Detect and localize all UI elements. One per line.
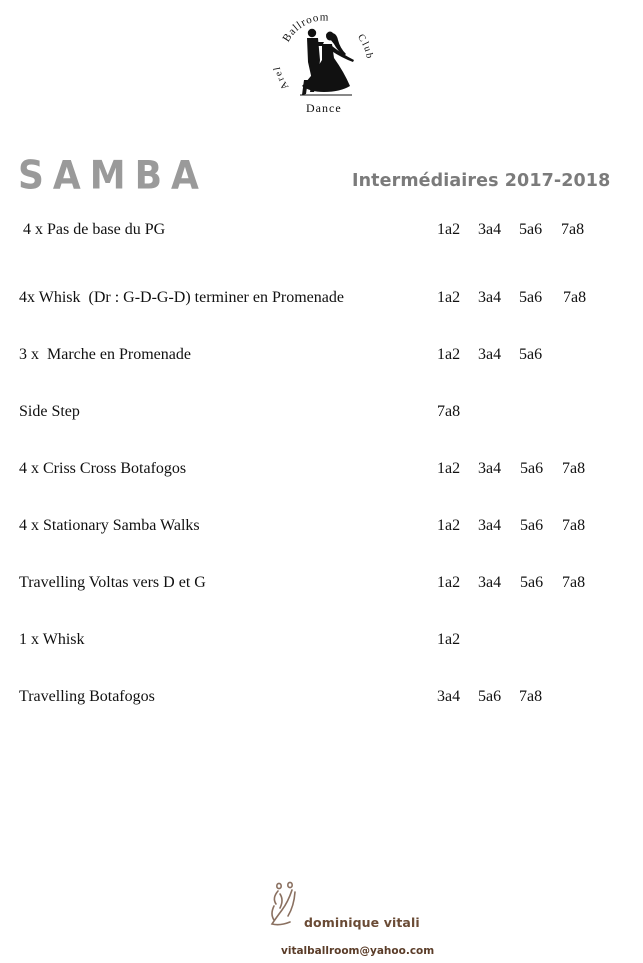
figure-name: 3 x Marche en Promenade — [19, 346, 191, 363]
count: 1a2 — [437, 221, 461, 238]
figure-row — [0, 457, 643, 481]
count: 1a2 — [437, 289, 461, 306]
count: 7a8 — [519, 688, 543, 705]
figure-name: 4 x Pas de base du PG — [19, 221, 166, 238]
count: 3a4 — [478, 221, 502, 238]
svg-text:Dance: Dance — [306, 101, 342, 115]
figure-row — [0, 514, 643, 538]
count: 7a8 — [562, 574, 586, 591]
figure-row — [0, 685, 643, 709]
figure-row — [0, 286, 643, 310]
count: 1a2 — [437, 631, 461, 648]
count: 7a8 — [437, 403, 461, 420]
count: 5a6 — [520, 517, 544, 534]
level-subtitle: Intermédiaires 2017-2018 — [352, 171, 611, 191]
figure-name: 1 x Whisk — [19, 631, 85, 648]
figure-row — [0, 571, 643, 595]
author-name: dominique vitali — [304, 915, 420, 930]
count: 1a2 — [437, 346, 461, 363]
figure-name: 4 x Stationary Samba Walks — [19, 517, 200, 534]
figure-row — [0, 400, 643, 424]
figure-name: Side Step — [19, 403, 80, 420]
count: 3a4 — [478, 289, 502, 306]
count: 7a8 — [561, 221, 585, 238]
author-email: vitalballroom@yahoo.com — [281, 945, 435, 957]
count: 7a8 — [563, 289, 587, 306]
figure-name: 4 x Criss Cross Botafogos — [19, 460, 187, 477]
figure-name: Travelling Voltas vers D et G — [19, 574, 206, 591]
svg-text:Ballroom: Ballroom — [280, 11, 330, 45]
count: 3a4 — [478, 346, 502, 363]
count: 1a2 — [437, 517, 461, 534]
count: 7a8 — [562, 517, 586, 534]
ballroom-dancers-icon — [262, 0, 382, 122]
count: 1a2 — [437, 460, 461, 477]
count: 3a4 — [478, 517, 502, 534]
count: 7a8 — [562, 460, 586, 477]
count: 3a4 — [478, 574, 502, 591]
count: 5a6 — [519, 289, 543, 306]
count: 5a6 — [519, 346, 543, 363]
figure-row — [0, 628, 643, 652]
figure-row — [0, 343, 643, 367]
page-title: SAMBA — [18, 154, 208, 199]
count: 5a6 — [519, 221, 543, 238]
count: 5a6 — [520, 574, 544, 591]
figure-row — [0, 218, 643, 242]
count: 5a6 — [520, 460, 544, 477]
svg-text:Club: Club — [355, 32, 376, 61]
count: 1a2 — [437, 574, 461, 591]
count: 5a6 — [478, 688, 502, 705]
count: 3a4 — [437, 688, 461, 705]
svg-text:Arel: Arel — [271, 64, 292, 92]
club-logo — [262, 0, 382, 122]
dancers-outline-icon — [266, 880, 306, 932]
figure-name: 4x Whisk (Dr : G-D-G-D) terminer en Promenade — [19, 289, 344, 306]
count: 3a4 — [478, 460, 502, 477]
figure-name: Travelling Botafogos — [19, 688, 155, 705]
